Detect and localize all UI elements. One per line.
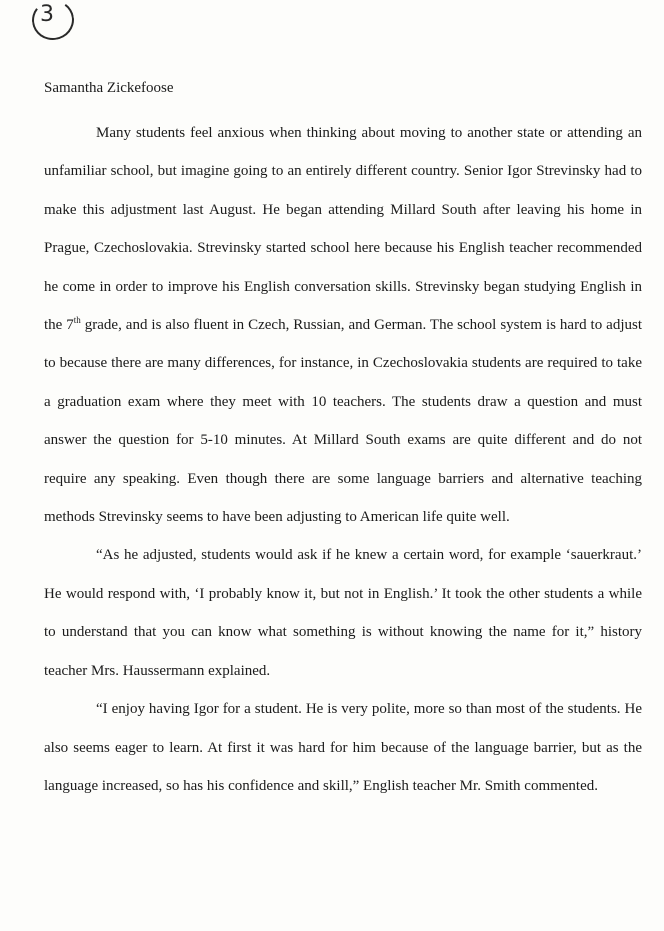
body-text: [44, 114, 642, 805]
paragraph-1: [44, 114, 642, 536]
paragraph-3: “I enjoy having Igor for a student. He is very polite, more so than most of the students. He also seems eager to learn. At first it was hard for him because of the language barrier, but as the language increased, so has his confidence and skill,” English teacher Mr. Smith commented.: [44, 701, 642, 794]
author-name: Samantha Zickefoose: [44, 80, 174, 96]
paragraph-1-text-b: grade, and is also fluent in Czech, Russian, and German. The school system is hard to adjust to because there are many differences, for instance, in Czechoslovakia students are required to take a graduation exam where they meet with 10 teachers. The students draw a question and must answer the question for 5-10 minutes. At Millard South exams are quite different and do not require any speaking. Even though there are some language barriers and alternative teaching methods Strevinsky seems to have been adjusting to American life quite well.: [44, 317, 642, 526]
page-number: 3: [40, 2, 54, 27]
paragraph-1-text-a: Many students feel anxious when thinking about moving to another state or attending an unfamiliar school, but imagine going to an entirely different country. Senior Igor Strevinsky had to make this adjustment last August. He began attending Millard South after leaving his home in Prague, Czechoslovakia. Strevinsky started school here because his English teacher recommended he come in order to improve his English conversation skills. Strevinsky began studying English in the 7: [44, 125, 642, 334]
ordinal-suffix: th: [73, 315, 81, 326]
paragraph-2: “As he adjusted, students would ask if he knew a certain word, for example ‘sauerkraut.’ He would respond with, ‘I probably know it, but not in English.’ It took the other students a while to understand that you can know what something is without knowing the name for it,” history teacher Mrs. Haussermann explained.: [44, 547, 642, 679]
